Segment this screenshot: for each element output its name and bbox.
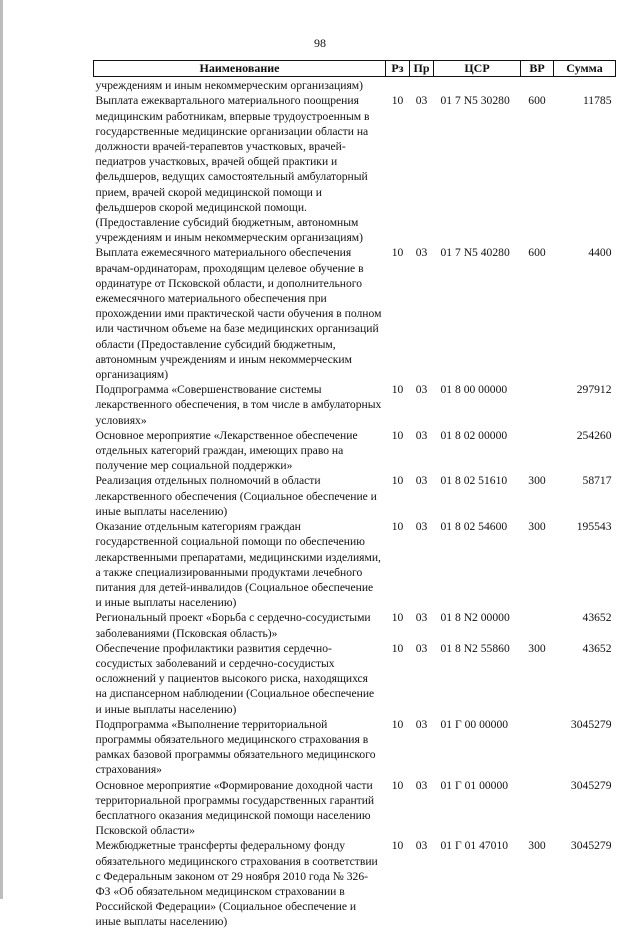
cell-csr <box>434 77 521 94</box>
table-row <box>94 245 616 382</box>
cell-rz: 10 <box>391 246 404 260</box>
table-row <box>94 838 616 929</box>
cell-pr: 03 <box>415 717 428 731</box>
cell-rz: 10 <box>391 520 404 534</box>
cell-name: Региональный проект «Борьба с сердечно-сосудистыми заболеваниями (Псковская область)» <box>95 611 371 640</box>
cell-name: Оказание отдельным категориям граждан государственной социальной помощи по обеспечению лекарственными препаратами, медицинскими изделиями, а также специализированными продуктами лечебного питания для детей-инвалидов (Социальное обеспечение и иные выплаты населению) <box>95 520 381 610</box>
cell-pr: 03 <box>415 383 428 397</box>
cell-pr: 03 <box>415 641 428 655</box>
cell-vr <box>521 717 554 778</box>
cell-rz: 10 <box>391 383 404 397</box>
cell-rz: 10 <box>391 428 404 442</box>
cell-sum: 11785 <box>582 94 612 108</box>
cell-csr: 01 7 N5 40280 <box>440 246 510 260</box>
cell-csr: 01 8 02 51610 <box>440 474 508 488</box>
cell-rz: 10 <box>391 611 404 625</box>
cell-vr: 600 <box>528 246 546 260</box>
cell-rz: 10 <box>391 94 404 108</box>
cell-rz: 10 <box>391 778 404 792</box>
cell-csr: 01 Г 00 00000 <box>440 717 509 731</box>
table-row <box>94 641 616 717</box>
cell-name: Основное мероприятие «Формирование доходной части территориальной программы государственных гарантий бесплатного оказания медицинской помощи населению Псковской области» <box>95 778 375 838</box>
cell-vr: 300 <box>528 474 546 488</box>
cell-sum: 297912 <box>576 383 612 397</box>
cell-rz <box>386 77 410 94</box>
table-row <box>94 382 616 428</box>
cell-sum <box>554 77 616 94</box>
cell-name: Реализация отдельных полномочий в области лекарственного обеспечения (Социальное обеспечение и иные выплаты населению) <box>95 474 377 518</box>
cell-csr: 01 Г 01 00000 <box>440 778 509 792</box>
cell-rz: 10 <box>391 474 404 488</box>
cell-csr: 01 Г 01 47010 <box>440 839 509 853</box>
cell-vr <box>521 778 554 839</box>
cell-pr: 03 <box>415 246 428 260</box>
table-row <box>94 93 616 245</box>
cell-pr: 03 <box>415 428 428 442</box>
scan-edge-shadow <box>0 0 3 899</box>
cell-sum: 195543 <box>576 520 612 534</box>
cell-csr: 01 8 N2 00000 <box>440 611 510 625</box>
cell-name: Межбюджетные трансферты федеральному фонду обязательного медицинского страхования в соответствии с Федеральным законом от 29 ноября 2010 года № 326-ФЗ «Об обязательном медицинском страховании в Российской Федерации» (Социальное обеспечение и иные выплаты населению) <box>95 839 378 929</box>
cell-csr: 01 8 02 00000 <box>440 428 508 442</box>
cell-sum: 4400 <box>588 246 612 260</box>
cell-vr <box>521 428 554 474</box>
budget-table <box>93 60 616 930</box>
cell-sum: 3045279 <box>570 778 612 792</box>
table-row <box>94 519 616 610</box>
cell-name: Подпрограмма «Выполнение территориальной программы обязательного медицинского страхования в рамках базовой программы обязательного медицинского страхования» <box>95 717 376 777</box>
header-pr: Пр <box>410 61 434 77</box>
cell-pr: 03 <box>415 94 428 108</box>
header-name: Наименование <box>94 61 386 77</box>
cell-vr: 600 <box>528 94 546 108</box>
header-csr: ЦСР <box>434 61 521 77</box>
cell-csr: 01 8 N2 55860 <box>440 641 510 655</box>
header-vr: ВР <box>521 61 554 77</box>
cell-pr <box>410 77 434 94</box>
cell-sum: 254260 <box>576 428 612 442</box>
cell-name: Основное мероприятие «Лекарственное обеспечение отдельных категорий граждан, имеющих право на получение мер социальной поддержки» <box>95 428 358 473</box>
cell-vr: 300 <box>528 641 546 655</box>
table-row <box>94 473 616 519</box>
header-sum: Сумма <box>554 61 616 77</box>
table-header <box>94 61 616 77</box>
cell-sum: 43652 <box>582 641 612 655</box>
table-row <box>94 610 616 640</box>
cell-sum: 58717 <box>582 474 612 488</box>
cell-csr: 01 8 02 54600 <box>440 520 508 534</box>
cell-name: Подпрограмма «Совершенствование системы лекарственного обеспечения, в том числе в амбулаторных условиях» <box>95 383 382 427</box>
cell-name: Выплата ежемесячного материального обеспечения врачам-ординаторам, проходящим целевое обучение в ординатуре от Псковской области, и дополнительного ежемесячного материального обеспечения при прохождении ими практической части обучения в полном или частичном объеме на базе медицинских организаций области (Предоставление субсидий бюджетным, автономным учреждениям и иным некоммерческим организациям) <box>95 246 382 382</box>
cell-sum: 43652 <box>582 611 612 625</box>
cell-rz: 10 <box>391 641 404 655</box>
cell-vr <box>521 382 554 428</box>
page-number: 98 <box>314 36 326 50</box>
cell-name: Обеспечение профилактики развития сердечно-сосудистых заболеваний и сердечно-сосудистых осложнений у пациентов высокого риска, находящихся на диспансерном наблюдении (Социальное обеспечение и иные выплаты населению) <box>95 641 375 716</box>
cell-csr: 01 7 N5 30280 <box>440 94 510 108</box>
cell-rz: 10 <box>391 717 404 731</box>
cell-sum: 3045279 <box>570 839 612 853</box>
cell-csr: 01 8 00 00000 <box>440 383 508 397</box>
header-row <box>94 61 616 77</box>
cell-pr: 03 <box>415 474 428 488</box>
cell-vr <box>521 77 554 94</box>
cell-vr: 300 <box>528 520 546 534</box>
table-row <box>94 717 616 778</box>
cell-pr: 03 <box>415 778 428 792</box>
cell-name: Выплата ежеквартального материального поощрения медицинским работникам, впервые трудоустроенным в государственные медицинские организации области на должности врачей-терапевтов участковых, врачей-педиатров участковых, врачей общей практики и фельдшеров, ведущих самостоятельный амбулаторный прием, врачей скорой медицинской помощи и фельдшеров скорой медицинской помощи. (Предоставление субсидий бюджетным, автономным учреждениям и иным некоммерческим организациям) <box>95 94 370 245</box>
cell-vr <box>521 610 554 640</box>
table-row <box>94 77 616 94</box>
cell-name: учреждениям и иным некоммерческим организациям) <box>95 79 363 93</box>
cell-pr: 03 <box>415 611 428 625</box>
header-rz: Рз <box>386 61 410 77</box>
cell-pr: 03 <box>415 520 428 534</box>
cell-pr: 03 <box>415 839 428 853</box>
table-row <box>94 428 616 474</box>
table-body <box>94 77 616 930</box>
cell-sum: 3045279 <box>570 717 612 731</box>
cell-rz: 10 <box>391 839 404 853</box>
cell-vr: 300 <box>528 839 546 853</box>
table-row <box>94 778 616 839</box>
